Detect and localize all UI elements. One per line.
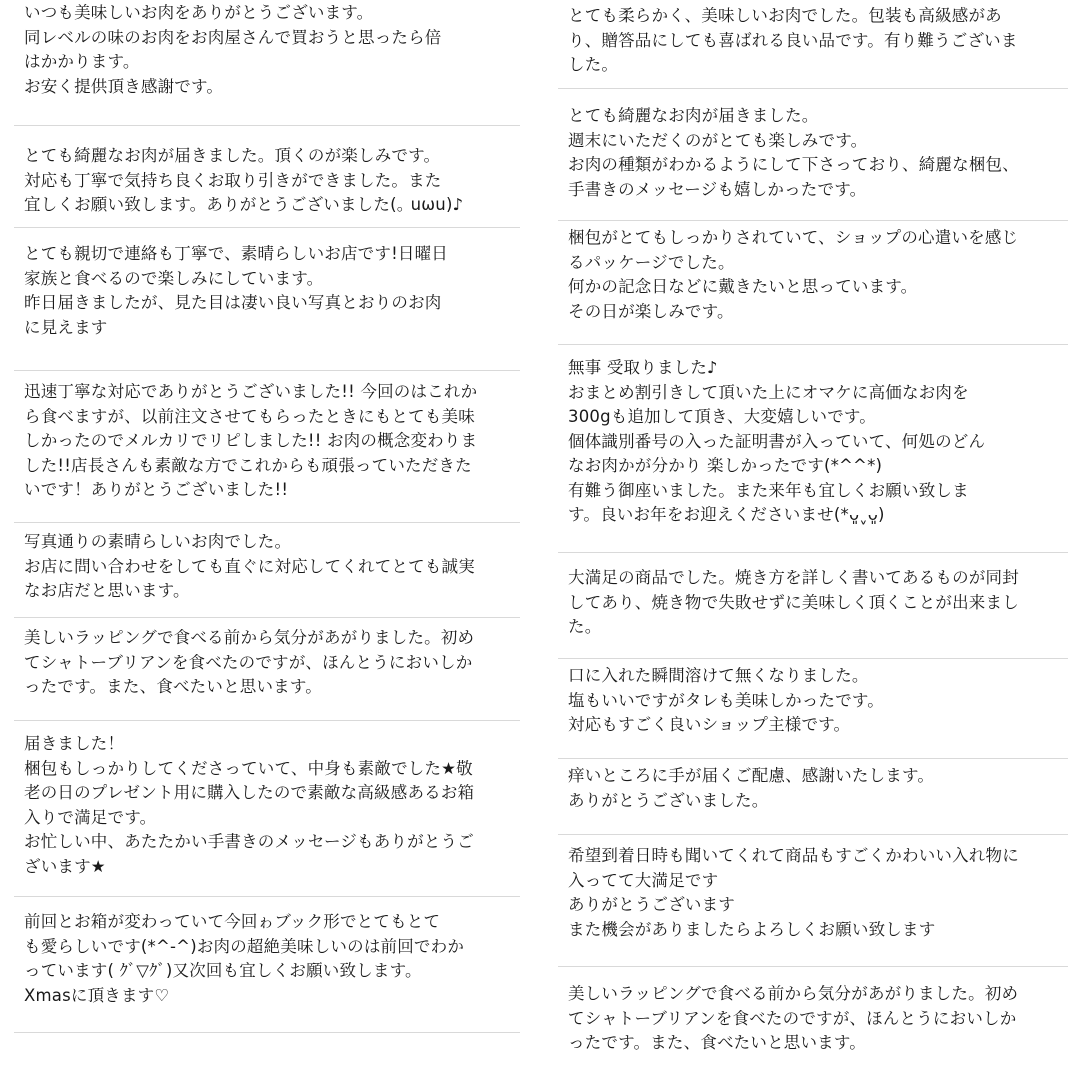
review-item bbox=[14, 530, 520, 604]
review-item bbox=[558, 764, 1068, 813]
divider bbox=[558, 88, 1068, 89]
review-text: 希望到着日時も聞いてくれて商品もすごくかわいい入れ物に 入ってて大満足です ありがとうございます また機会がありましたらよろしくお願い致します bbox=[568, 846, 1019, 939]
review-text: 無事 受取りました♪ おまとめ割引きして頂いた上にオマケに高価なお肉を 300gも追加して頂き、大変嬉しいです。 個体識別番号の入った証明書が入っていて、何処のどん なお肉かが分かり 楽しかったです(*^^*) 有難う御座いました。また来年も宜しくお願い致しま す。良いお年をお迎えくださいませ(*ᴗ͈ˬᴗ͈) bbox=[568, 358, 986, 524]
review-text: 前回とお箱が変わっていて今回ゎブック形でとてもとて も愛らしいです(*^-^)お肉の超絶美味しいのは前回でわか っています( ｸﾞ▽ｸﾞ)又次回も宜しくお願い致します。 Xmasに頂きます♡ bbox=[24, 912, 465, 1005]
review-text: 美しいラッピングで食べる前から気分があがりました。初め てシャトーブリアンを食べたのですが、ほんとうにおいしか ったです。また、食べたいと思います。 bbox=[24, 628, 475, 696]
review-item bbox=[558, 566, 1068, 640]
review-text: とても綺麗なお肉が届きました。 週末にいただくのがとても楽しみです。 お肉の種類がわかるようにして下さっており、綺麗な梱包、 手書きのメッセージも嬉しかったです。 bbox=[568, 106, 1019, 199]
divider bbox=[558, 758, 1068, 759]
review-item bbox=[14, 732, 520, 879]
divider bbox=[14, 720, 520, 721]
review-text: とても親切で連絡も丁寧で、素晴らしいお店です!日曜日 家族と食べるので楽しみにしています。 昨日届きましたが、見た目は凄い良い写真とおりのお肉 に見えます bbox=[24, 244, 448, 337]
review-text: 痒いところに手が届くご配慮、感謝いたします。 ありがとうございました。 bbox=[568, 766, 935, 810]
review-text: 写真通りの素晴らしいお肉でした。 お店に問い合わせをしても直ぐに対応してくれてとても誠実 なお店だと思います。 bbox=[24, 532, 475, 600]
review-text: 梱包がとてもしっかりされていて、ショップの心遣いを感じ るパッケージでした。 何かの記念日などに戴きたいと思っています。 その日が楽しみです。 bbox=[568, 228, 1019, 321]
divider bbox=[14, 896, 520, 897]
review-item bbox=[14, 910, 520, 1008]
review-item bbox=[14, 242, 520, 340]
review-item bbox=[558, 356, 1068, 528]
divider bbox=[14, 370, 520, 371]
review-text: とても綺麗なお肉が届きました。頂くのが楽しみです。 対応も丁寧で気持ち良くお取り引きができました。また 宜しくお願い致します。ありがとうございました(｡ uωu)♪ bbox=[24, 146, 464, 214]
divider bbox=[14, 617, 520, 618]
review-item bbox=[558, 104, 1068, 202]
review-text: 届きました！ 梱包もしっかりしてくださっていて、中身も素敵でした★敬 老の日のプレゼント用に購入したので素敵な高級感あるお箱 入りで満足です。 お忙しい中、あたたかい手書きのメッセージもありがとうご ざいます★ bbox=[24, 734, 475, 876]
divider bbox=[14, 522, 520, 523]
divider bbox=[14, 227, 520, 228]
divider bbox=[558, 344, 1068, 345]
review-text: 口に入れた瞬間溶けて無くなりました。 塩もいいですがタレも美味しかったです。 対応もすごく良いショップ主様です。 bbox=[568, 666, 884, 734]
review-text: 迅速丁寧な対応でありがとうございました!! 今回のはこれか ら食べますが、以前注文させてもらったときにもとても美味 しかったのでメルカリでリピしました!! お肉の概念変わりま した!!店長さんも素敵な方でこれからも頑張っていただきた いです！ありがとうございました!! bbox=[24, 382, 478, 499]
review-item bbox=[14, 380, 520, 503]
review-item bbox=[558, 226, 1068, 324]
review-item bbox=[558, 664, 1068, 738]
divider bbox=[558, 220, 1068, 221]
review-item bbox=[14, 626, 520, 700]
review-item bbox=[14, 144, 520, 218]
divider bbox=[14, 125, 520, 126]
review-text: 大満足の商品でした。焼き方を詳しく書いてあるものが同封 してあり、焼き物で失敗せずに美味しく頂くことが出来まし た。 bbox=[568, 568, 1019, 636]
divider bbox=[558, 552, 1068, 553]
review-text: いつも美味しいお肉をありがとうございます。 同レベルの味のお肉をお肉屋さんで買おうと思ったら倍 はかかります。 お安く提供頂き感謝です。 bbox=[24, 3, 442, 96]
review-item bbox=[558, 4, 1068, 78]
review-item bbox=[14, 1, 520, 99]
review-item bbox=[558, 982, 1068, 1056]
review-item bbox=[558, 844, 1068, 942]
divider bbox=[14, 1032, 520, 1033]
divider bbox=[558, 658, 1068, 659]
review-text: 美しいラッピングで食べる前から気分があがりました。初め てシャトーブリアンを食べたのですが、ほんとうにおいしか ったです。また、食べたいと思います。 bbox=[568, 984, 1019, 1052]
review-text: とても柔らかく、美味しいお肉でした。包装も高級感があ り、贈答品にしても喜ばれる良い品です。有り難うございま した。 bbox=[568, 6, 1018, 74]
divider bbox=[558, 966, 1068, 967]
divider bbox=[558, 834, 1068, 835]
